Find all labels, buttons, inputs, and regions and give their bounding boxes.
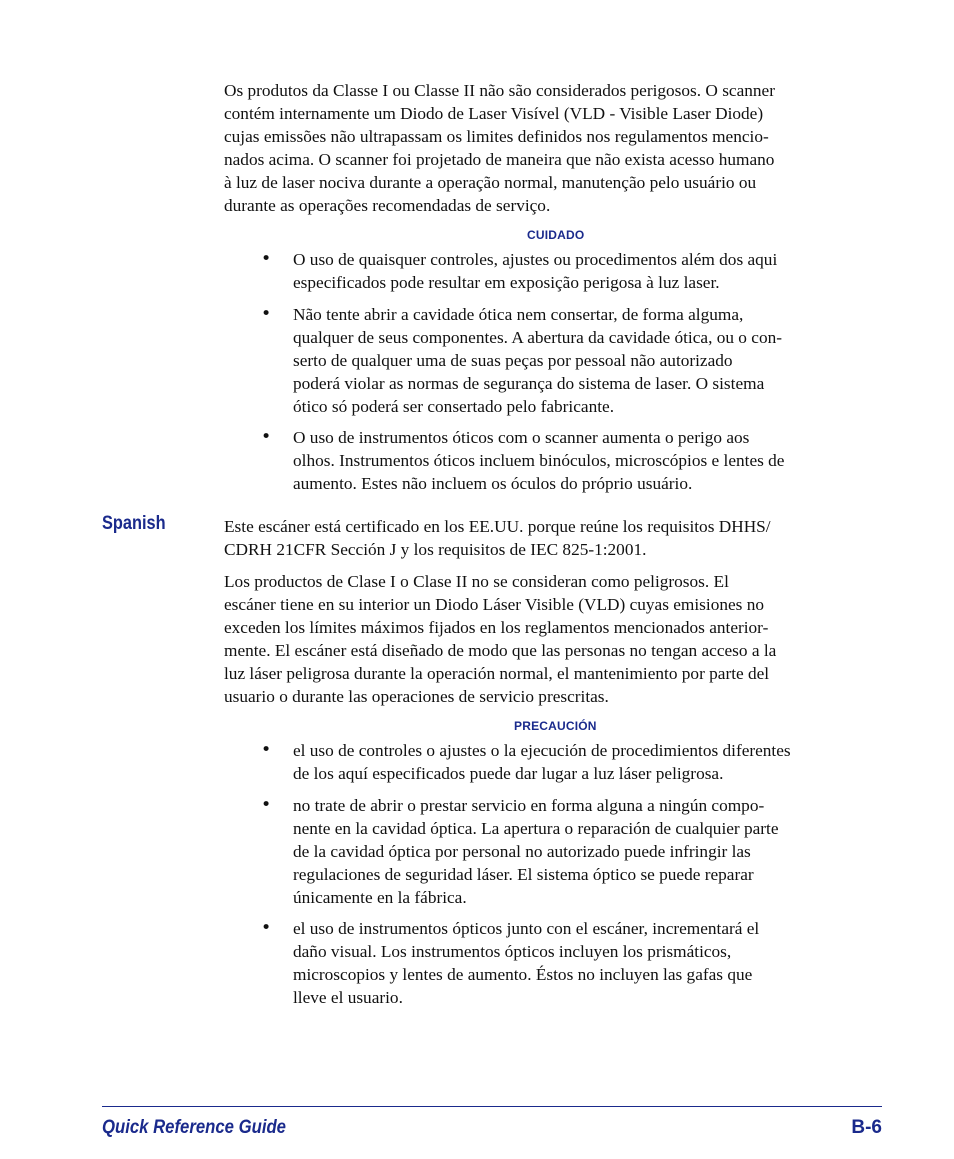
text-line: à luz de laser nociva durante a operação normal, manutenção pelo usuário ou: [224, 173, 757, 192]
paragraph-text: [224, 515, 886, 561]
text-line: CDRH 21CFR Sección J y los requisitos de IEC 825-1:2001.: [224, 540, 647, 559]
list-item-text: [293, 248, 777, 294]
text-line: durante as operações recomendadas de serviço.: [224, 196, 551, 215]
bullet-icon: •: [261, 795, 272, 815]
text-line: ótico só poderá ser consertado pelo fabricante.: [293, 397, 615, 416]
text-line: Este escáner está certificado en los EE.UU. porque reúne los requisitos DHHS/: [224, 517, 771, 536]
text-line: el uso de instrumentos ópticos junto con el escáner, incrementará el: [293, 919, 760, 938]
bullet-icon: •: [261, 740, 272, 760]
text-line: no trate de abrir o prestar servicio en forma alguna a ningún compo-: [293, 796, 765, 815]
spanish-intro-paragraph: [224, 570, 886, 708]
list-item-text: [293, 794, 779, 909]
text-line: escáner tiene en su interior un Diodo Láser Visible (VLD) cuyas emisiones no: [224, 595, 764, 614]
text-line: únicamente en la fábrica.: [293, 888, 467, 907]
text-line: exceden los límites máximos fijados en los reglamentos mencionados anterior-: [224, 618, 769, 637]
list-item-text: [293, 426, 784, 495]
paragraph-text: [224, 570, 886, 708]
text-line: Os produtos da Classe I ou Classe II não são considerados perigosos. O scanner: [224, 81, 775, 100]
text-line: nados acima. O scanner foi projetado de maneira que não exista acesso humano: [224, 150, 775, 169]
paragraph-text: [224, 79, 886, 217]
section-heading-spanish: Spanish: [102, 513, 166, 534]
text-line: Los productos de Clase I o Clase II no se consideran como peligrosos. El: [224, 572, 729, 591]
text-line: de los aquí especificados puede dar lugar a luz láser peligrosa.: [293, 764, 724, 783]
caution-heading: PRECAUCIÓN: [514, 719, 597, 733]
text-line: regulaciones de seguridad láser. El sistema óptico se puede reparar: [293, 865, 754, 884]
text-line: Não tente abrir a cavidade ótica nem consertar, de forma alguma,: [293, 305, 744, 324]
portuguese-intro-paragraph: [224, 79, 886, 217]
text-line: usuario o durante las operaciones de servicio prescritas.: [224, 687, 609, 706]
caution-heading: CUIDADO: [527, 228, 585, 242]
spanish-cert-paragraph: [224, 515, 886, 561]
text-line: daño visual. Los instrumentos ópticos incluyen los prismáticos,: [293, 942, 732, 961]
text-line: el uso de controles o ajustes o la ejecución de procedimientos diferentes: [293, 741, 791, 760]
footer-title: Quick Reference Guide: [102, 1117, 286, 1138]
text-line: luz láser peligrosa durante la operación normal, el mantenimiento por parte del: [224, 664, 770, 683]
text-line: de la cavidad óptica por personal no autorizado puede infringir las: [293, 842, 751, 861]
text-line: nente en la cavidad óptica. La apertura o reparación de cualquier parte: [293, 819, 779, 838]
text-line: poderá violar as normas de segurança do sistema de laser. O sistema: [293, 374, 765, 393]
bullet-icon: •: [261, 918, 272, 938]
text-line: lleve el usuario.: [293, 988, 403, 1007]
text-line: olhos. Instrumentos óticos incluem binóculos, microscópios e lentes de: [293, 451, 785, 470]
text-line: O uso de instrumentos óticos com o scanner aumenta o perigo aos: [293, 428, 750, 447]
list-item-text: [293, 917, 759, 1009]
bullet-icon: •: [261, 427, 272, 447]
text-line: contém internamente um Diodo de Laser Visível (VLD - Visible Laser Diode): [224, 104, 764, 123]
text-line: especificados pode resultar em exposição perigosa à luz laser.: [293, 273, 720, 292]
text-line: microscopios y lentes de aumento. Éstos no incluyen las gafas que: [293, 965, 753, 984]
text-line: mente. El escáner está diseñado de modo que las personas no tengan acceso a la: [224, 641, 777, 660]
text-line: cujas emissões não ultrapassam os limites definidos nos regulamentos mencio-: [224, 127, 769, 146]
text-line: serto de qualquer uma de suas peças por pessoal não autorizado: [293, 351, 733, 370]
footer-divider: [102, 1106, 882, 1107]
bullet-icon: •: [261, 304, 272, 324]
page-number: B-6: [851, 1117, 882, 1138]
bullet-icon: •: [261, 249, 272, 269]
list-item-text: [293, 739, 791, 785]
text-line: O uso de quaisquer controles, ajustes ou procedimentos além dos aqui: [293, 250, 778, 269]
list-item-text: [293, 303, 782, 418]
text-line: qualquer de seus componentes. A abertura da cavidade ótica, ou o con-: [293, 328, 782, 347]
text-line: aumento. Estes não incluem os óculos do próprio usuário.: [293, 474, 693, 493]
